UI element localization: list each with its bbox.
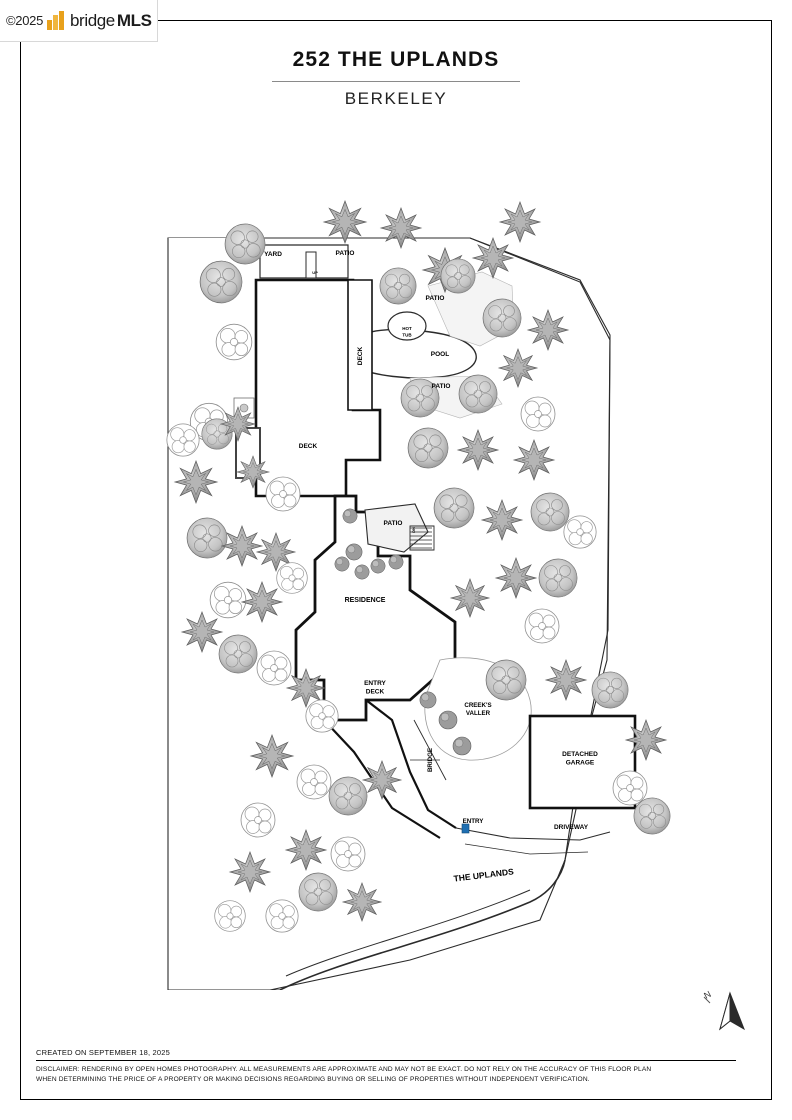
plan-label-entry: ENTRY	[462, 818, 484, 825]
site-plan	[110, 160, 710, 990]
footer-divider	[36, 1060, 736, 1061]
watermark-brand-first: bridge	[70, 10, 115, 30]
plan-label-pool: POOL	[430, 351, 450, 358]
bar-chart-logo-icon	[47, 11, 66, 30]
plan-label-patio-north: PATIO	[335, 250, 355, 257]
plan-label-yard: YARD	[264, 251, 282, 258]
plan-label-up-stair: UP	[312, 270, 318, 275]
watermark-brand-second: MLS	[116, 10, 152, 30]
created-on-text: CREATED ON SEPTEMBER 18, 2025	[36, 1048, 171, 1057]
plan-label-driveway: DRIVEWAY	[553, 824, 589, 831]
plan-label-entry-deck: ENTRY DECK	[364, 680, 386, 696]
footer	[36, 1048, 736, 1085]
disclaimer-line-2: WHEN DETERMINING THE PRICE OF A PROPERTY OR MAKING DECISIONS REGARDING BUYING OR SELLING OF PROPERTIES WITHOUT INDEPENDENT VERIFICATION.	[36, 1076, 590, 1083]
watermark-copyright: ©2025	[6, 13, 43, 28]
page-title: 252 THE UPLANDS	[292, 48, 500, 71]
plan-label-hot-tub: HOT TUB	[402, 326, 412, 338]
title-divider	[272, 81, 520, 82]
page-subtitle: BERKELEY	[344, 89, 448, 108]
plan-label-deck-west: DECK	[298, 443, 318, 450]
plan-label-patio-northeast: PATIO	[425, 295, 445, 302]
svg-text:N: N	[702, 988, 713, 1001]
title-block	[0, 48, 792, 109]
plan-label-street: THE UPLANDS	[453, 866, 515, 884]
plan-label-deck-main: DECK	[357, 346, 364, 366]
plan-label-detached-garage: DETACHED GARAGE	[562, 751, 598, 767]
disclaimer-line-1: DISCLAIMER: RENDERING BY OPEN HOMES PHOTOGRAPHY. ALL MEASUREMENTS ARE APPROXIMATE AND MAY NOT BE EXACT. DO NOT RELY ON THE ACCURACY OF THIS FLOOR PLAN	[36, 1066, 652, 1073]
plan-label-patio-east: PATIO	[431, 383, 451, 390]
plan-label-dn-stair: DN	[411, 527, 416, 533]
bridgemls-watermark	[0, 0, 158, 42]
compass-rose	[700, 985, 748, 1041]
plan-label-patio-center: PATIO	[383, 520, 403, 527]
plan-label-creeks-valley: CREEK'S VALLER	[464, 702, 492, 718]
plan-label-bridge: BRIDGE	[427, 747, 434, 773]
plan-label-residence: RESIDENCE	[344, 597, 386, 604]
